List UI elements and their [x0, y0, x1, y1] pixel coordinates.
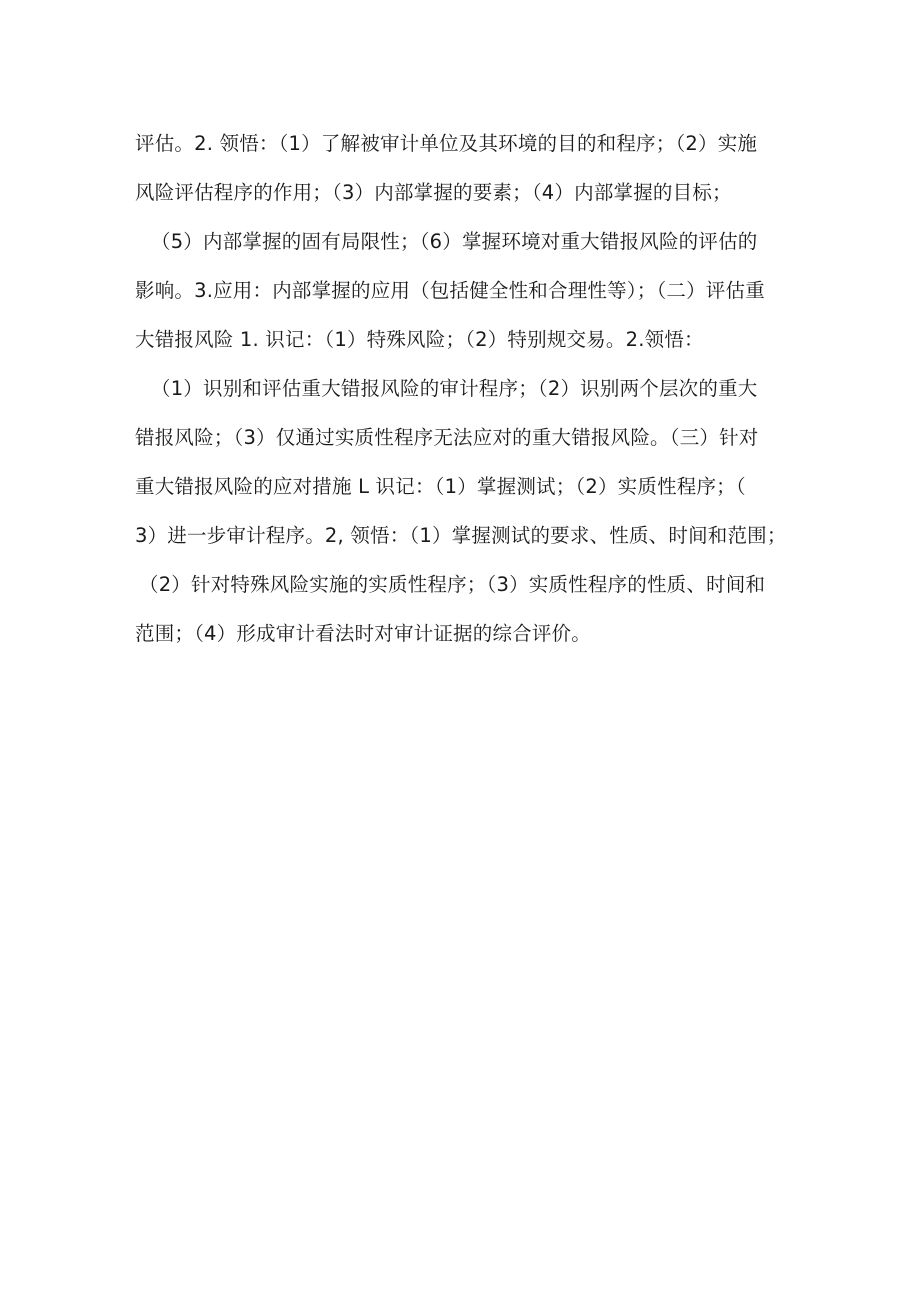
- text-line-6: （1）识别和评估重大错报风险的审计程序；（2）识别两个层次的重大: [151, 377, 758, 400]
- text-line-8: 重大错报风险的应对措施 L 识记：（1）掌握测试；（2）实质性程序；（: [135, 475, 746, 498]
- text-line-7: 错报风险；（3）仅通过实质性程序无法应对的重大错报风险。（三）针对: [135, 426, 759, 449]
- text-line-10: （2）针对特殊风险实施的实质性程序；（3）实质性程序的性质、时间和: [139, 573, 766, 596]
- text-line-5: 大错报风险 1. 识记：（1）特殊风险；（2）特别规交易。2.领悟：: [135, 328, 704, 351]
- text-line-2: 风险评估程序的作用；（3）内部掌握的要素；（4）内部掌握的目标；: [135, 181, 732, 204]
- document-body: [135, 119, 815, 658]
- text-line-11: 范围；（4）形成审计看法时对审计证据的综合评价。: [135, 622, 591, 645]
- text-line-4: 影响。3.应用：内部掌握的应用（包括健全性和合理性等）；（二）评估重: [135, 279, 765, 302]
- text-line-9: 3）进一步审计程序。2, 领悟：（1）掌握测试的要求、性质、时间和范围；: [135, 524, 787, 547]
- text-line-1: 评估。2. 领悟：（1）了解被审计单位及其环境的目的和程序；（2）实施: [135, 132, 758, 155]
- text-line-3: （5）内部掌握的固有局限性；（6）掌握环境对重大错报风险的评估的: [151, 230, 758, 253]
